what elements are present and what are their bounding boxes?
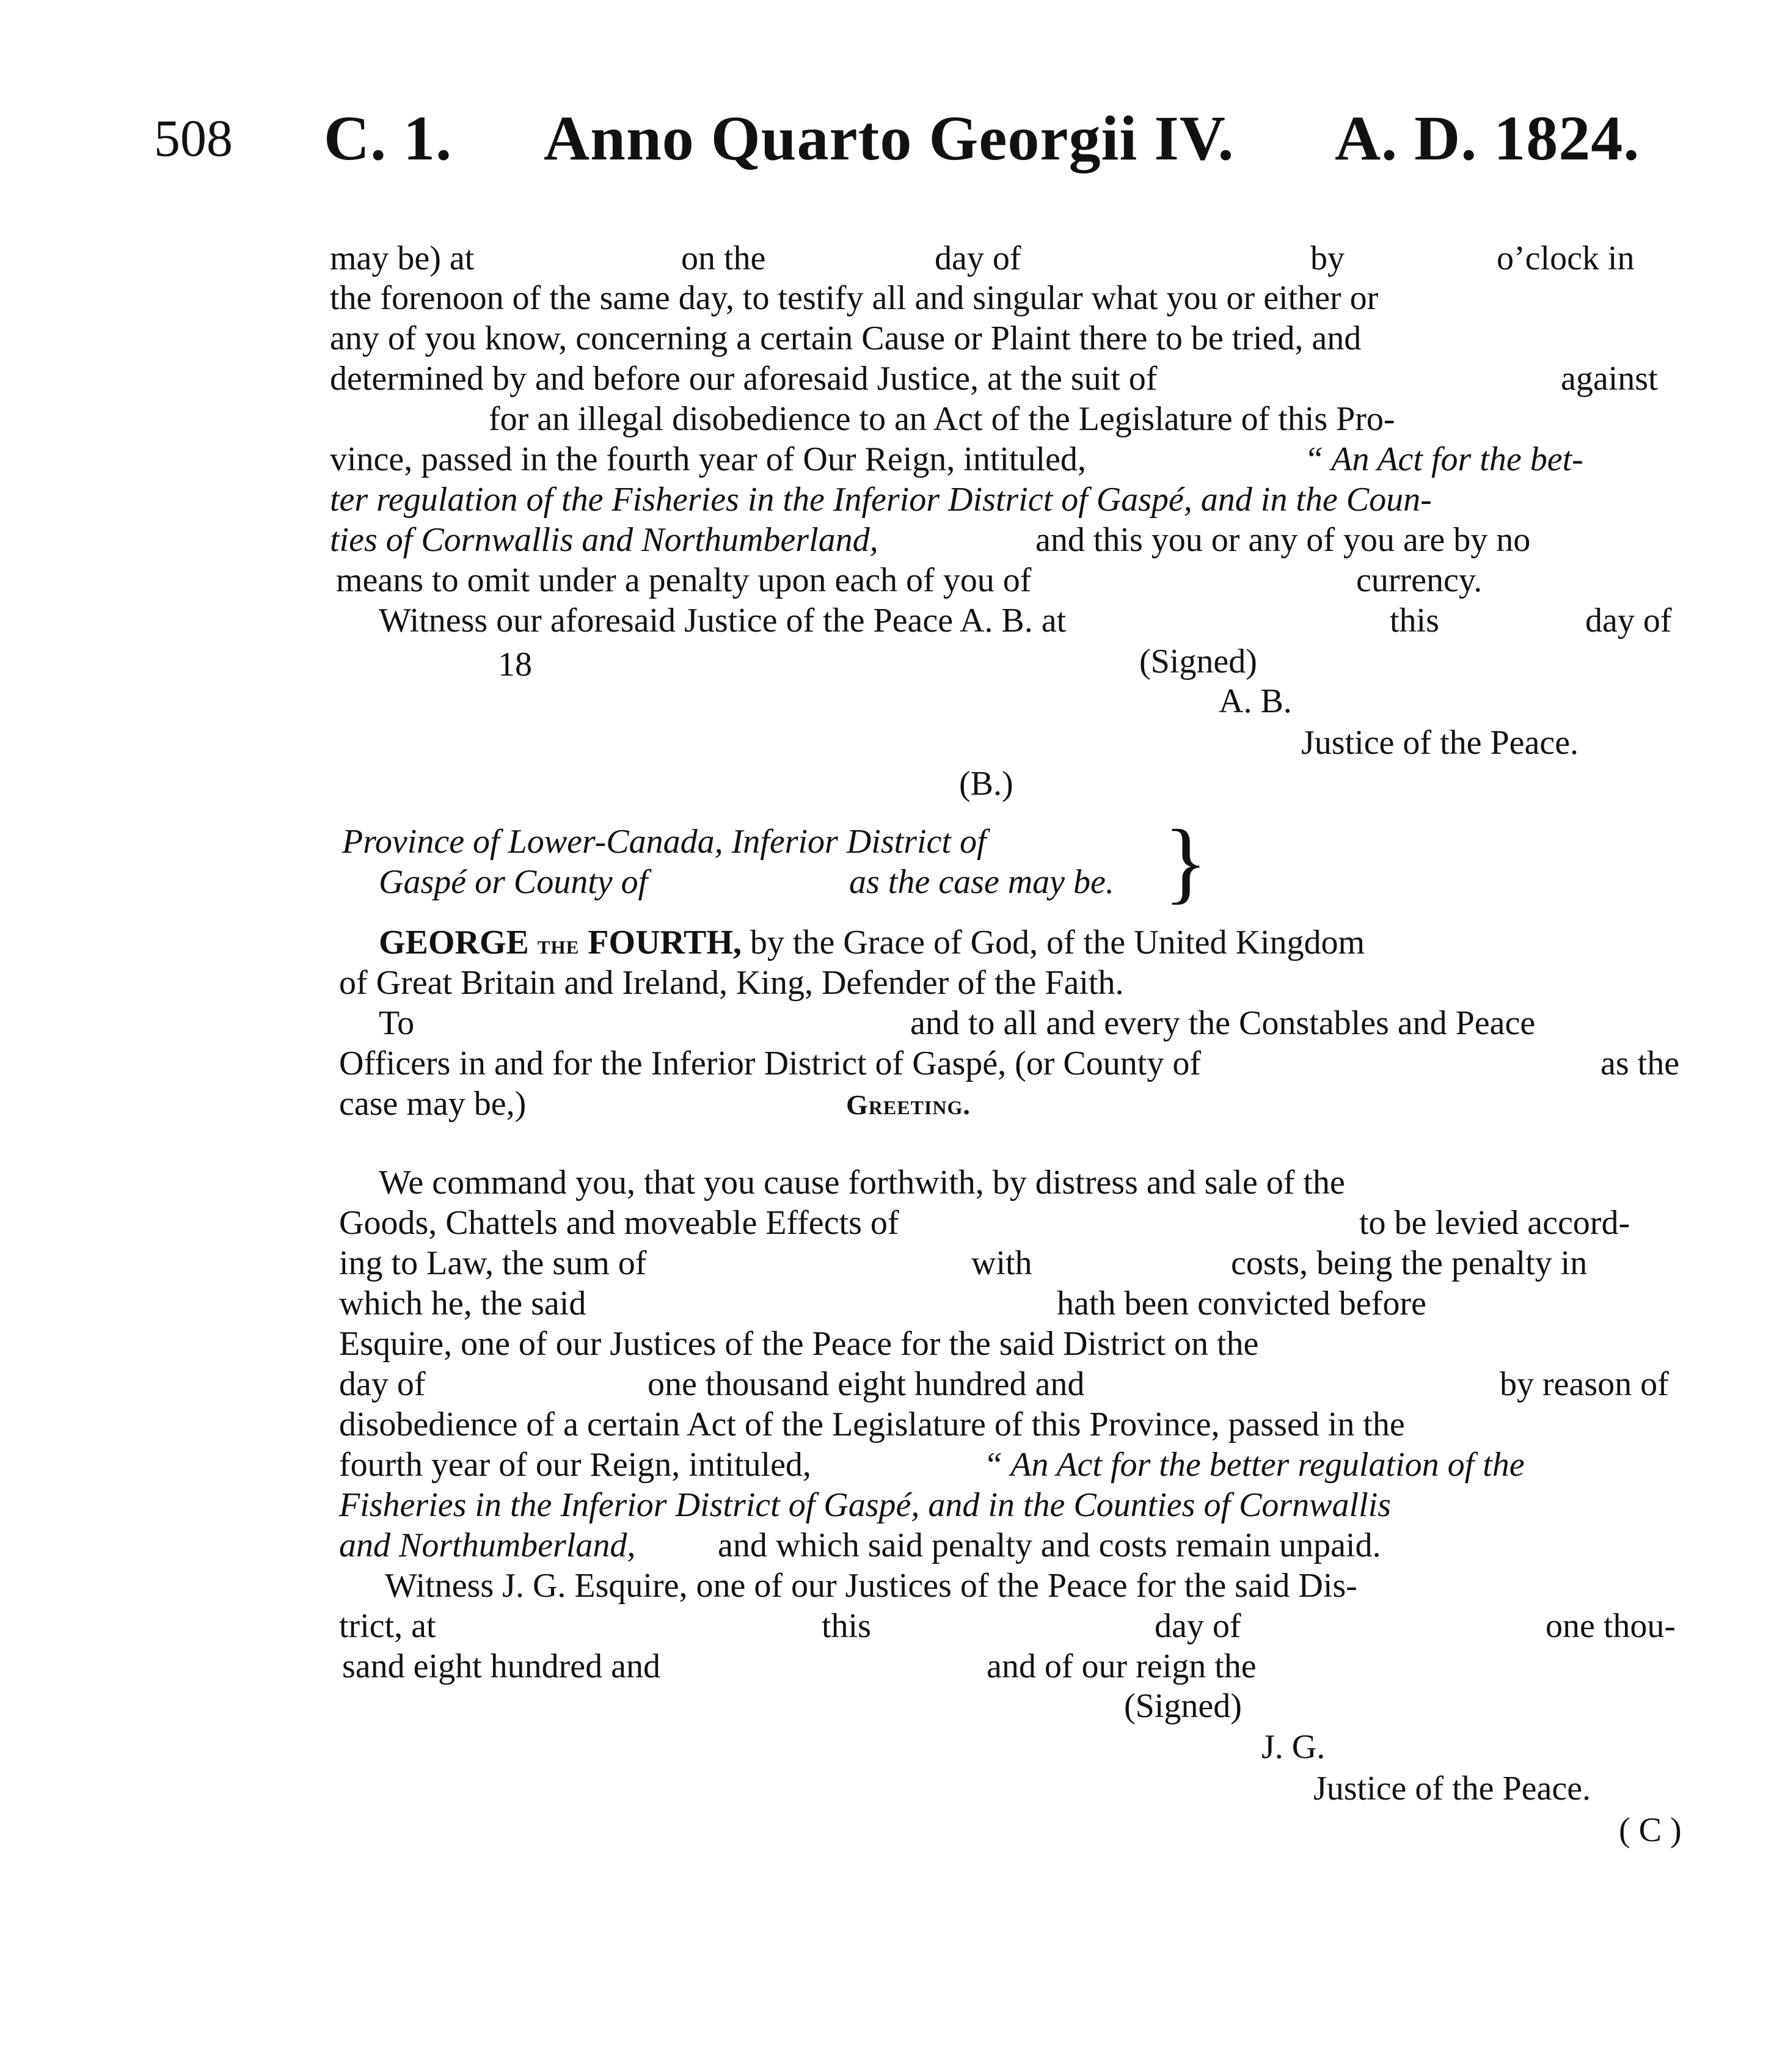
act-title: and Northumberland, xyxy=(339,1527,636,1564)
greeting: Greeting. xyxy=(846,1089,971,1120)
form-line: as the xyxy=(1601,1045,1680,1082)
province-caption: Province of Lower-Canada, Inferior District of xyxy=(342,823,987,861)
witness-line: this xyxy=(822,1607,871,1645)
king-article: the xyxy=(537,930,580,960)
signer-title: Justice of the Peace. xyxy=(1301,724,1579,762)
header-year: A. D. 1824. xyxy=(1335,103,1640,173)
witness-line: and of our reign the xyxy=(987,1647,1257,1685)
form-line: with xyxy=(971,1244,1032,1282)
witness-line: sand eight hundred and xyxy=(342,1647,660,1685)
header-title: Anno Quarto Georgii IV. xyxy=(544,103,1235,173)
form-line: Esquire, one of our Justices of the Peace for the said District on the xyxy=(339,1325,1259,1363)
act-title: ter regulation of the Fisheries in the Inferior District of Gaspé, and in the Coun- xyxy=(330,481,1432,519)
witness-line: one thou- xyxy=(1546,1607,1676,1645)
witness-line: Witness our aforesaid Justice of the Peace A. B. at xyxy=(379,602,1067,640)
form-line: o’clock in xyxy=(1497,239,1635,277)
king-name: GEORGE xyxy=(379,924,529,961)
form-line: disobedience of a certain Act of the Legislature of this Province, passed in the xyxy=(339,1406,1405,1443)
act-title: ties of Cornwallis and Northumberland, xyxy=(330,521,878,559)
form-line: and to all and every the Constables and Peace xyxy=(910,1004,1536,1042)
witness-line: day of xyxy=(1585,602,1672,640)
form-line: vince, passed in the fourth year of Our Reign, intituled, xyxy=(330,440,1086,478)
form-line: determined by and before our aforesaid Justice, at the suit of xyxy=(330,360,1158,398)
form-line: Officers in and for the Inferior District of Gaspé, (or County of xyxy=(339,1045,1201,1082)
form-line: for an illegal disobedience to an Act of the Legislature of this Pro- xyxy=(489,400,1395,438)
signer-title: Justice of the Peace. xyxy=(1313,1770,1591,1808)
form-line: on the xyxy=(681,239,766,277)
form-line: currency. xyxy=(1356,561,1483,599)
form-line: may be) at xyxy=(330,239,475,277)
form-line: which he, the said xyxy=(339,1285,586,1322)
act-title: Fisheries in the Inferior District of Gaspé, and in the Counties of Cornwallis xyxy=(339,1486,1391,1524)
province-caption: as the case may be. xyxy=(849,863,1114,901)
page-number: 508 xyxy=(154,109,233,167)
form-line: of Great Britain and Ireland, King, Defender of the Faith. xyxy=(339,964,1124,1002)
form-line: To xyxy=(379,1004,415,1042)
form-line: ing to Law, the sum of xyxy=(339,1244,647,1282)
form-line: costs, being the penalty in xyxy=(1231,1244,1588,1282)
province-caption: Gaspé or County of xyxy=(379,863,648,901)
witness-line: this xyxy=(1390,602,1439,640)
form-line: Goods, Chattels and moveable Effects of xyxy=(339,1204,899,1242)
king-regnal: FOURTH, xyxy=(588,924,742,961)
form-line: to be levied accord- xyxy=(1359,1204,1630,1242)
form-line: against xyxy=(1561,360,1658,398)
form-line: and this you or any of you are by no xyxy=(1035,521,1531,559)
signer-initials: J. G. xyxy=(1261,1728,1326,1766)
witness-line: day of xyxy=(1155,1607,1241,1645)
signer-initials: A. B. xyxy=(1219,682,1292,720)
curly-brace-icon: } xyxy=(1164,811,1208,913)
act-title: “ An Act for the bet- xyxy=(1304,440,1583,478)
form-line: the forenoon of the same day, to testify all and singular what you or either or xyxy=(330,279,1379,317)
form-line: day of xyxy=(339,1365,426,1403)
witness-line: trict, at xyxy=(339,1607,436,1645)
form-line: day of xyxy=(935,239,1021,277)
signed-label: (Signed) xyxy=(1124,1687,1242,1725)
year-prefix: 18 xyxy=(498,646,532,684)
form-line: one thousand eight hundred and xyxy=(648,1365,1085,1403)
signed-label: (Signed) xyxy=(1139,643,1257,680)
form-line: means to omit under a penalty upon each of you of xyxy=(336,561,1032,599)
form-line: case may be,) xyxy=(339,1085,527,1123)
form-line: We command you, that you cause forthwith, by distress and sale of the xyxy=(379,1164,1345,1202)
act-title: “ An Act for the better regulation of the xyxy=(984,1446,1525,1484)
form-line: by reason of xyxy=(1500,1365,1669,1403)
royal-style xyxy=(379,925,1365,960)
chapter-number: C. 1. xyxy=(324,103,453,173)
king-style: by the Grace of God, of the United Kingdom xyxy=(750,924,1365,961)
form-line: hath been convicted before xyxy=(1057,1285,1426,1322)
form-line: any of you know, concerning a certain Cause or Plaint there to be tried, and xyxy=(330,319,1362,357)
next-form-label: ( C ) xyxy=(1619,1811,1682,1849)
form-line: fourth year of our Reign, intituled, xyxy=(339,1446,811,1484)
witness-line: Witness J. G. Esquire, one of our Justices of the Peace for the said Dis- xyxy=(385,1567,1357,1605)
form-line: and which said penalty and costs remain unpaid. xyxy=(718,1527,1381,1564)
form-label: (B.) xyxy=(959,765,1013,803)
form-line: by xyxy=(1310,239,1345,277)
